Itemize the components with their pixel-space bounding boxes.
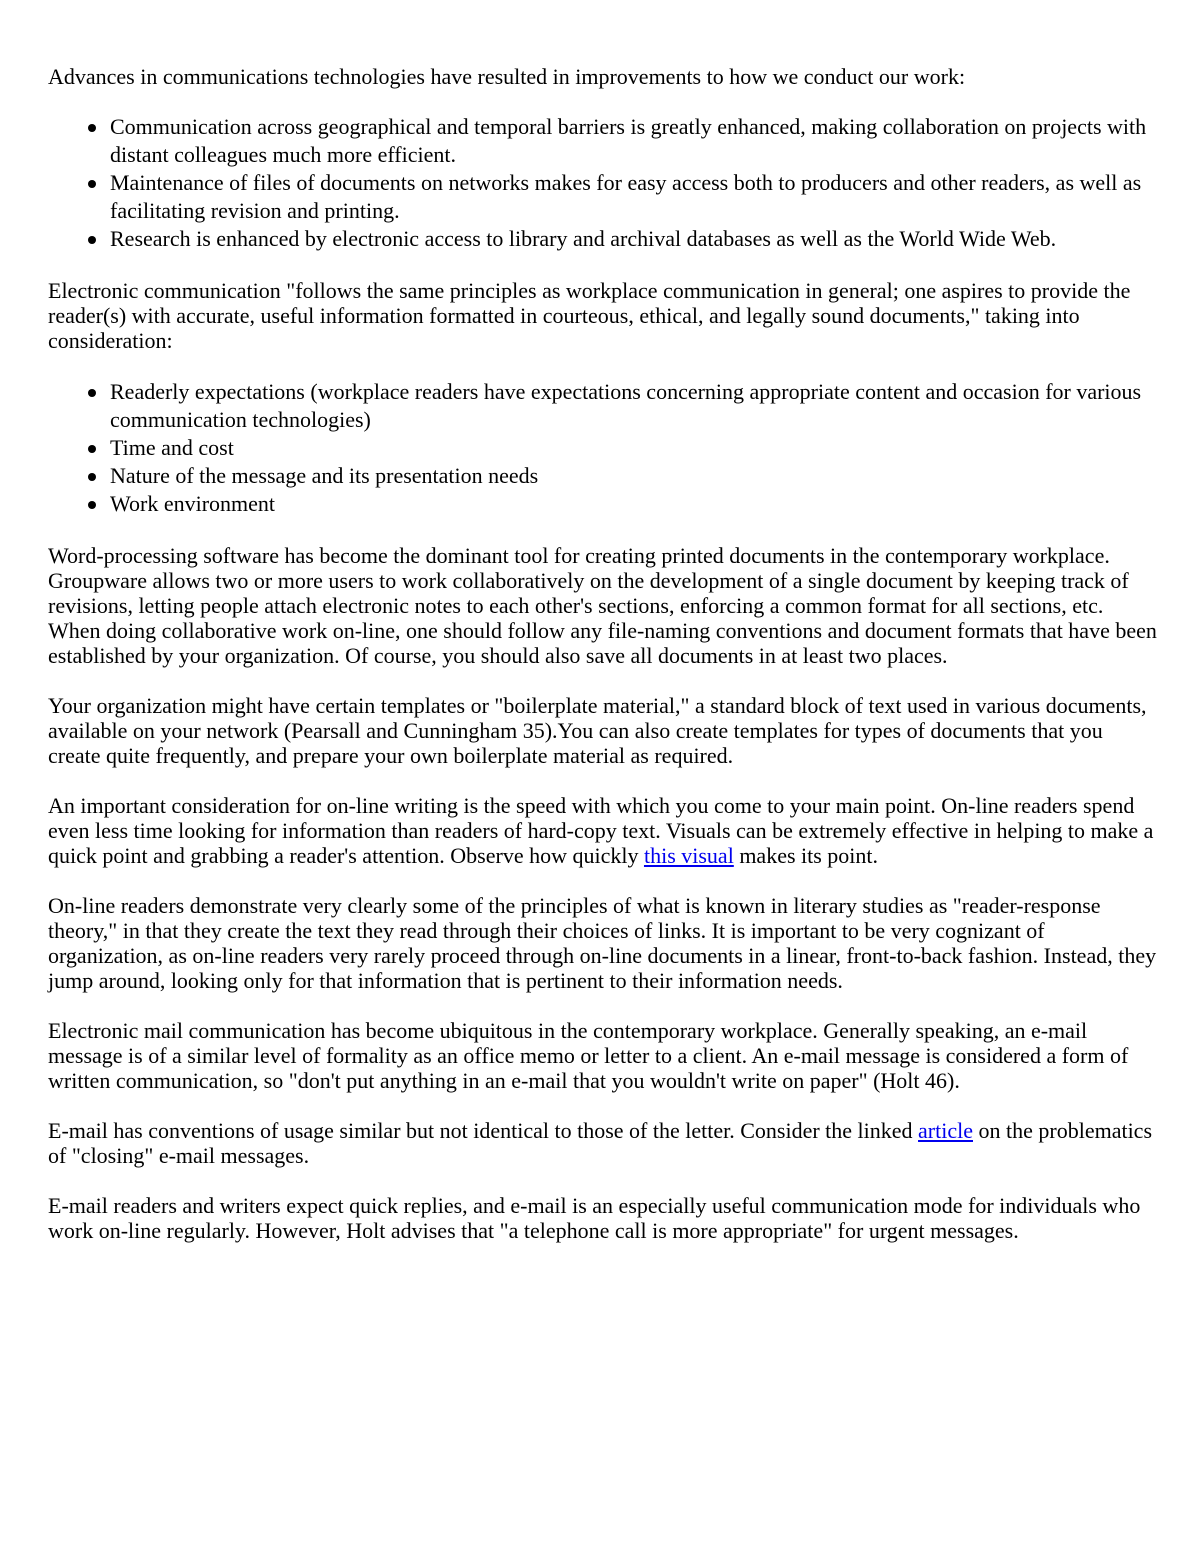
bullet-icon bbox=[88, 180, 96, 188]
benefits-list bbox=[48, 113, 1158, 253]
email-formality-paragraph: Electronic mail communication has become ubiquitous in the contemporary workplace. Generally speaking, an e-mail message is of a similar level of formality as an office memo or letter to a client. An e-mail message is considered a form of written communication, so "don't put anything in an e-mail that you wouldn't write on paper" (Holt 46). bbox=[48, 1018, 1129, 1093]
principles-paragraph: Electronic communication "follows the same principles as workplace communication in general; one aspires to provide the reader(s) with accurate, useful information formatted in courteous, ethical, and legally sound documents," taking into consideration: bbox=[48, 278, 1131, 353]
bullet-icon bbox=[88, 236, 96, 244]
word-processing-paragraph: Word-processing software has become the dominant tool for creating printed documents in the contemporary workplace. Groupware allows two or more users to work collaboratively on the development of a single document by keeping track of revisions, letting people attach electronic notes to each other's sections, enforcing a common format for all sections, etc. When doing collaborative work on-line, one should follow any file-naming conventions and document formats that have been established by your organization. Of course, you should also save all documents in at least two places. bbox=[48, 543, 1157, 668]
bullet-icon bbox=[88, 445, 96, 453]
list-item: Research is enhanced by electronic access to library and archival databases as well as the World Wide Web. bbox=[110, 225, 1158, 253]
list-item: Communication across geographical and temporal barriers is greatly enhanced, making collaboration on projects with distant colleagues much more efficient. bbox=[110, 113, 1158, 169]
article-link[interactable]: article bbox=[918, 1118, 973, 1143]
document-body bbox=[48, 64, 1158, 1268]
reader-response-paragraph: On-line readers demonstrate very clearly some of the principles of what is known in literary studies as "reader-response theory," in that they create the text they read through their choices of links. It is important to be very cognizant of organization, as on-line readers very rarely proceed through on-line documents in a linear, front-to-back fashion. Instead, they jump around, looking only for that information that is pertinent to their information needs. bbox=[48, 893, 1157, 993]
email-replies-paragraph: E-mail readers and writers expect quick replies, and e-mail is an especially useful communication mode for individuals who work on-line regularly. However, Holt advises that "a telephone call is more appropriate" for urgent messages. bbox=[48, 1193, 1141, 1243]
templates-paragraph: Your organization might have certain templates or "boilerplate material," a standard block of text used in various documents, available on your network (Pearsall and Cunningham 35).You can also create templates for types of documents that you create quite frequently, and prepare your own boilerplate material as required. bbox=[48, 693, 1147, 768]
considerations-list bbox=[48, 378, 1158, 518]
bullet-icon bbox=[88, 473, 96, 481]
list-item: Time and cost bbox=[110, 434, 1158, 462]
list-item: Readerly expectations (workplace readers have expectations concerning appropriate content and occasion for various communication technologies) bbox=[110, 378, 1158, 434]
list-item: Maintenance of files of documents on networks makes for easy access both to producers and other readers, as well as facilitating revision and printing. bbox=[110, 169, 1158, 225]
this-visual-link[interactable]: this visual bbox=[643, 843, 734, 868]
email-conventions-paragraph: E-mail has conventions of usage similar but not identical to those of the letter. Consider the linked article on the problematics of "closing" e-mail messages. bbox=[48, 1118, 1153, 1168]
bullet-icon bbox=[88, 124, 96, 132]
list-item: Nature of the message and its presentation needs bbox=[110, 462, 1158, 490]
list-item: Work environment bbox=[110, 490, 1158, 518]
bullet-icon bbox=[88, 389, 96, 397]
intro-paragraph: Advances in communications technologies have resulted in improvements to how we conduct our work: bbox=[48, 64, 966, 89]
online-speed-paragraph: An important consideration for on-line writing is the speed with which you come to your main point. On-line readers spend even less time looking for information than readers of hard-copy text. Visuals can be extremely effective in helping to make a quick point and grabbing a reader's attention. Observe how quickly this visual makes its point. bbox=[48, 793, 1154, 868]
bullet-icon bbox=[88, 501, 96, 509]
